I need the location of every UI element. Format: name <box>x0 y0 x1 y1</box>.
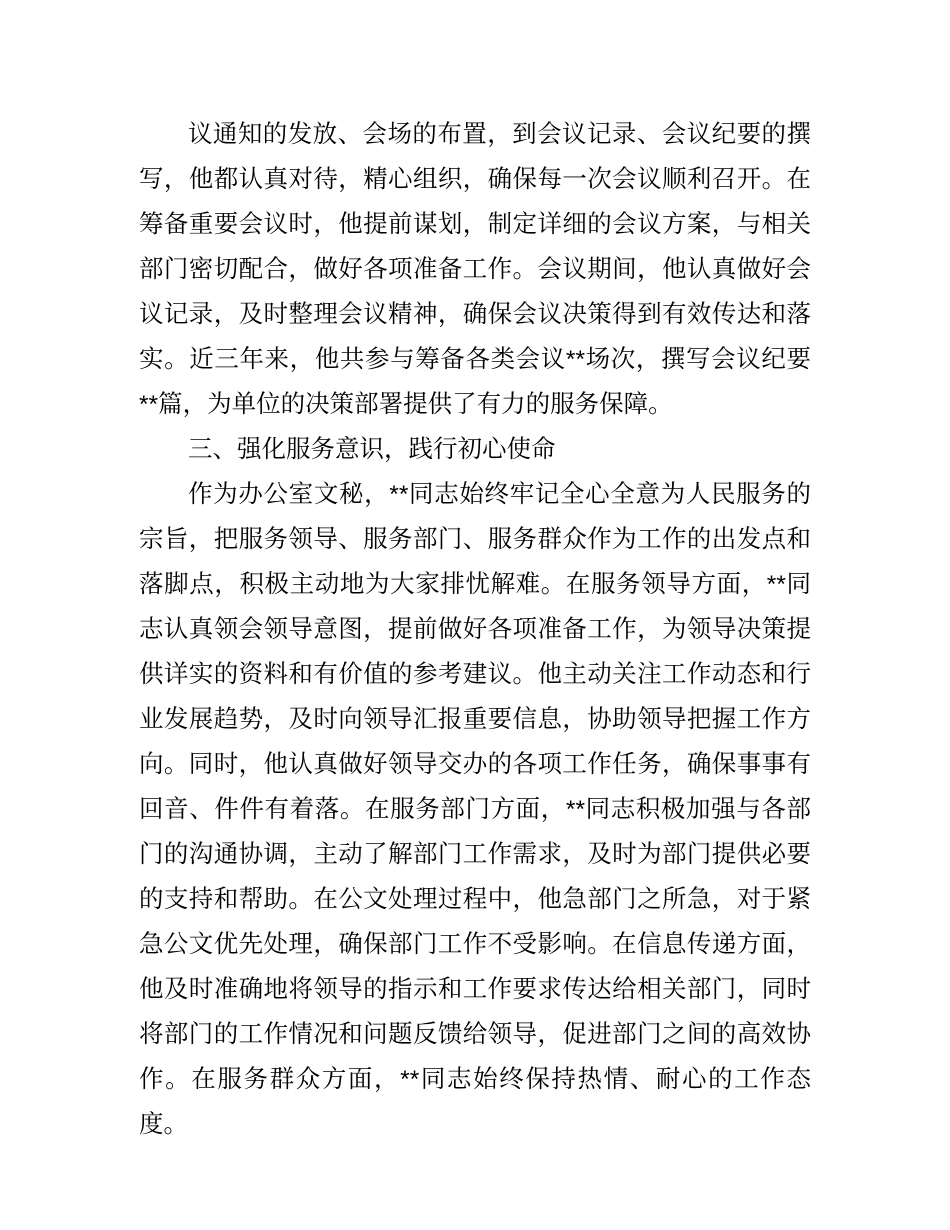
paragraph-service-awareness: 作为办公室文秘，**同志始终牢记全心全意为人民服务的宗旨，把服务领导、服务部门、服务群众作为工作的出发点和落脚点，积极主动地为大家排忧解难。在服务领导方面，**同志认真领会领导意图，提前做好各项准备工作，为领导决策提供详实的资料和有价值的参考建议。他主动关注工作动态和行业发展趋势，及时向领导汇报重要信息，协助领导把握工作方向。同时，他认真做好领导交办的各项工作任务，确保事事有回音、件件有着落。在服务部门方面，**同志积极加强与各部门的沟通协调，主动了解部门工作需求，及时为部门提供必要的支持和帮助。在公文处理过程中，他急部门之所急，对于紧急公文优先处理，确保部门工作不受影响。在信息传递方面，他及时准确地将领导的指示和工作要求传达给相关部门，同时将部门的工作情况和问题反馈给领导，促进部门之间的高效协作。在服务群众方面，**同志始终保持热情、耐心的工作态度。 <box>139 481 811 1138</box>
section-heading-three: 三、强化服务意识，践行初心使命 <box>188 436 556 463</box>
paragraph-meeting-service: 议通知的发放、会场的布置，到会议记录、会议纪要的撰写，他都认真对待，精心组织，确保每一次会议顺利召开。在筹备重要会议时，他提前谋划，制定详细的会议方案，与相关部门密切配合，做好各项准备工作。会议期间，他认真做好会议记录，及时整理会议精神，确保会议决策得到有效传达和落实。近三年来，他共参与筹备各类会议**场次，撰写会议纪要**篇，为单位的决策部署提供了有力的服务保障。 <box>139 121 811 418</box>
